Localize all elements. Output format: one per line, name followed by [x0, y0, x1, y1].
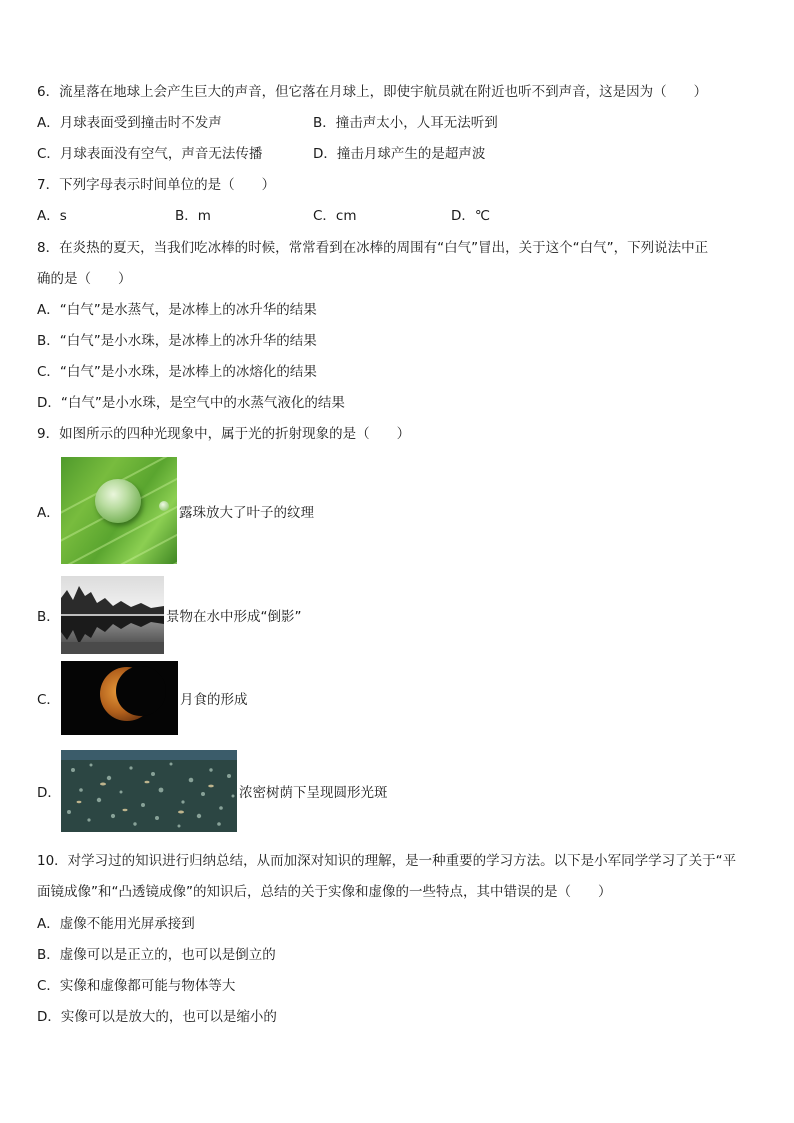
- dew-drop-leaf-photo: [61, 457, 177, 564]
- question-6-option-c: C．月球表面没有空气，声音无法传播: [37, 146, 263, 162]
- option-letter: D．: [37, 785, 61, 801]
- option-caption: 露珠放大了叶子的纹理: [179, 504, 314, 521]
- question-6-option-d: D．撞击月球产生的是超声波: [313, 146, 486, 162]
- question-6-option-b: B．撞击声太小，人耳无法听到: [313, 115, 498, 131]
- question-8-option-a: A．“白气”是水蒸气，是冰棒上的冰升华的结果: [37, 302, 317, 318]
- question-9-option-d: [37, 750, 388, 832]
- question-8-option-d: D．“白气”是小水珠，是空气中的水蒸气液化的结果: [37, 395, 345, 411]
- question-10-option-d: D．实像可以是放大的，也可以是缩小的: [37, 1009, 277, 1025]
- option-caption: 浓密树荫下呈现圆形光斑: [239, 785, 388, 801]
- question-9-option-c: [37, 661, 248, 735]
- karst-reflection-photo: [61, 576, 164, 654]
- option-letter: C．: [37, 692, 60, 708]
- question-10-stem-line-1: 10．对学习过的知识进行归纳总结，从而加深对知识的理解，是一种重要的学习方法。以下是小军同学学习了关于“平: [37, 853, 737, 869]
- tree-shade-light-spots-photo: [61, 750, 237, 832]
- question-7-option-c: C．cm: [313, 208, 357, 224]
- question-6-option-a: A．月球表面受到撞击时不发声: [37, 115, 222, 131]
- question-9-option-a: [37, 457, 314, 564]
- option-letter: B．: [37, 609, 60, 625]
- question-6-stem: 6．流星落在地球上会产生巨大的声音，但它落在月球上，即使宇航员就在附近也听不到声音，这是因为（ ）: [37, 84, 708, 100]
- question-7-option-a: A．s: [37, 208, 67, 224]
- question-7-option-b: B．m: [175, 208, 211, 224]
- lunar-eclipse-photo: [61, 661, 178, 735]
- question-9-stem: 9．如图所示的四种光现象中，属于光的折射现象的是（ ）: [37, 426, 411, 442]
- option-caption: 月食的形成: [180, 692, 248, 708]
- question-7-option-d: D．℃: [451, 208, 491, 224]
- question-8-stem-line-2: 确的是（ ）: [37, 271, 132, 287]
- question-7-stem: 7．下列字母表示时间单位的是（ ）: [37, 177, 276, 193]
- option-caption: 景物在水中形成“倒影”: [166, 609, 302, 625]
- question-8-option-c: C．“白气”是小水珠，是冰棒上的冰熔化的结果: [37, 364, 317, 380]
- question-8-stem-line-1: 8．在炎热的夏天，当我们吃冰棒的时候，常常看到在冰棒的周围有“白气”冒出，关于这个“白气”，下列说法中正: [37, 240, 709, 256]
- question-10-option-c: C．实像和虚像都可能与物体等大: [37, 978, 236, 994]
- question-10-option-a: A．虚像不能用光屏承接到: [37, 916, 195, 932]
- option-letter: A．: [37, 504, 60, 521]
- question-10-stem-line-2: 面镜成像”和“凸透镜成像”的知识后，总结的关于实像和虚像的一些特点，其中错误的是（ ）: [37, 884, 612, 900]
- question-8-option-b: B．“白气”是小水珠，是冰棒上的冰升华的结果: [37, 333, 317, 349]
- question-10-option-b: B．虚像可以是正立的，也可以是倒立的: [37, 947, 276, 963]
- question-9-option-b: [37, 576, 302, 654]
